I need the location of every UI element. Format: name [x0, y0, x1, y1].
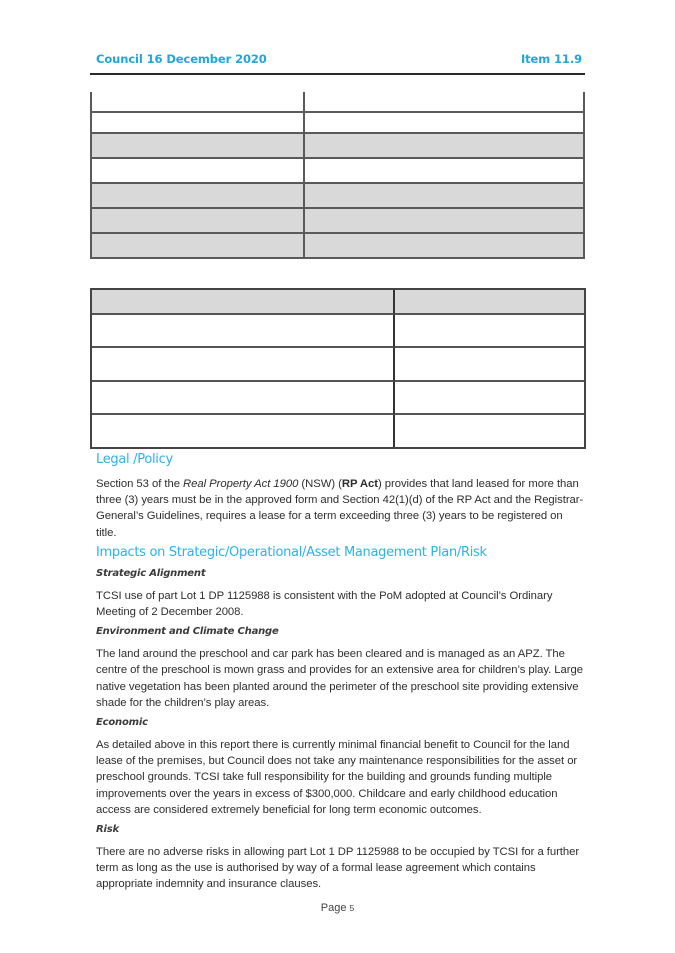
table-cell — [305, 113, 583, 134]
table-cell — [395, 382, 584, 415]
environment-paragraph: The land around the preschool and car park has been cleared and is managed as an APZ. The centre of the preschool is mown grass and provides for an extensive area for children’s play. Large native vegetation has been planted around the perimeter of the preschool site providing extensive shade for the children’s play areas. — [96, 648, 583, 709]
table-cell — [92, 315, 395, 348]
table-row — [92, 315, 584, 348]
table-row — [90, 92, 585, 113]
text-run: (NSW) ( — [298, 478, 342, 490]
table-header-row — [92, 290, 584, 315]
strategic-alignment-paragraph: TCSI use of part Lot 1 DP 1125988 is consistent with the PoM adopted at Council’s Ordinary Meeting of 2 December 2008. — [96, 589, 553, 619]
table-cell — [92, 134, 305, 159]
page-header — [96, 52, 582, 68]
table-row — [90, 134, 585, 159]
header-divider — [90, 73, 585, 75]
table-cell — [92, 382, 395, 415]
page-number: 5 — [349, 903, 355, 913]
table-cell — [92, 234, 305, 259]
economic-paragraph: As detailed above in this report there is currently minimal financial benefit to Council for the land lease of the premises, but Council does not take any maintenance responsibilities for the asset or preschool grounds. TCSI take full responsibility for the building and grounds funding multiple improvements over the years in excess of $300,000. Childcare and early childhood education access are considered extremely beneficial for long term economic outcomes. — [96, 739, 578, 816]
act-title: Real Property Act 1900 — [183, 478, 299, 490]
table-cell — [305, 234, 583, 259]
page-label: Page — [320, 902, 347, 914]
table-cell — [92, 415, 395, 447]
item-number: Item 11.9 — [520, 52, 582, 66]
table-cell — [305, 209, 583, 234]
environment-heading: Environment and Climate Change — [96, 626, 279, 638]
impacts-heading: Impacts on Strategic/Operational/Asset Management Plan/Risk — [96, 544, 487, 560]
table-cell — [305, 159, 583, 184]
table-row — [92, 382, 584, 415]
table-cell — [395, 415, 584, 447]
table-row — [90, 234, 585, 259]
table-cell — [305, 184, 583, 209]
table-row — [90, 113, 585, 134]
legal-policy-paragraph — [96, 476, 586, 541]
table-cell — [305, 134, 583, 159]
table-row — [90, 184, 585, 209]
table-row — [90, 159, 585, 184]
table-cell — [92, 159, 305, 184]
table-1 — [90, 92, 585, 259]
table-row — [90, 209, 585, 234]
risk-heading: Risk — [96, 824, 119, 836]
meeting-date: Council 16 December 2020 — [96, 52, 267, 66]
table-cell — [395, 348, 584, 382]
table-cell — [395, 315, 584, 348]
act-abbreviation: RP Act — [341, 478, 378, 490]
table-cell — [92, 184, 305, 209]
table-cell — [92, 113, 305, 134]
table-header-cell — [395, 290, 584, 315]
text-run: ) provides that land leased for more than three (3) years must be in the approved form and Section 42(1)(d) of the RP Act and the Registrar-General’s Guidelines, requires a lease for a term exceeding three (3) years to be registered on title. — [96, 478, 584, 539]
text-run: Section 53 of the — [96, 478, 184, 490]
risk-paragraph: There are no adverse risks in allowing part Lot 1 DP 1125988 to be occupied by TCSI for a further term as long as the use is authorised by way of a formal lease agreement which contains appropriate indemnity and insurance clauses. — [96, 846, 580, 891]
table-cell — [305, 92, 583, 113]
table-row — [92, 415, 584, 447]
report-body — [96, 451, 586, 893]
table-cell — [92, 348, 395, 382]
economic-heading: Economic — [96, 717, 148, 729]
legal-policy-heading: Legal /Policy — [96, 452, 173, 467]
strategic-alignment-heading: Strategic Alignment — [96, 567, 206, 579]
table-row — [92, 348, 584, 382]
table-2 — [90, 288, 586, 449]
table-cell — [92, 209, 305, 234]
page-footer — [0, 902, 675, 914]
table-cell — [92, 92, 305, 113]
table-header-cell — [92, 290, 395, 315]
